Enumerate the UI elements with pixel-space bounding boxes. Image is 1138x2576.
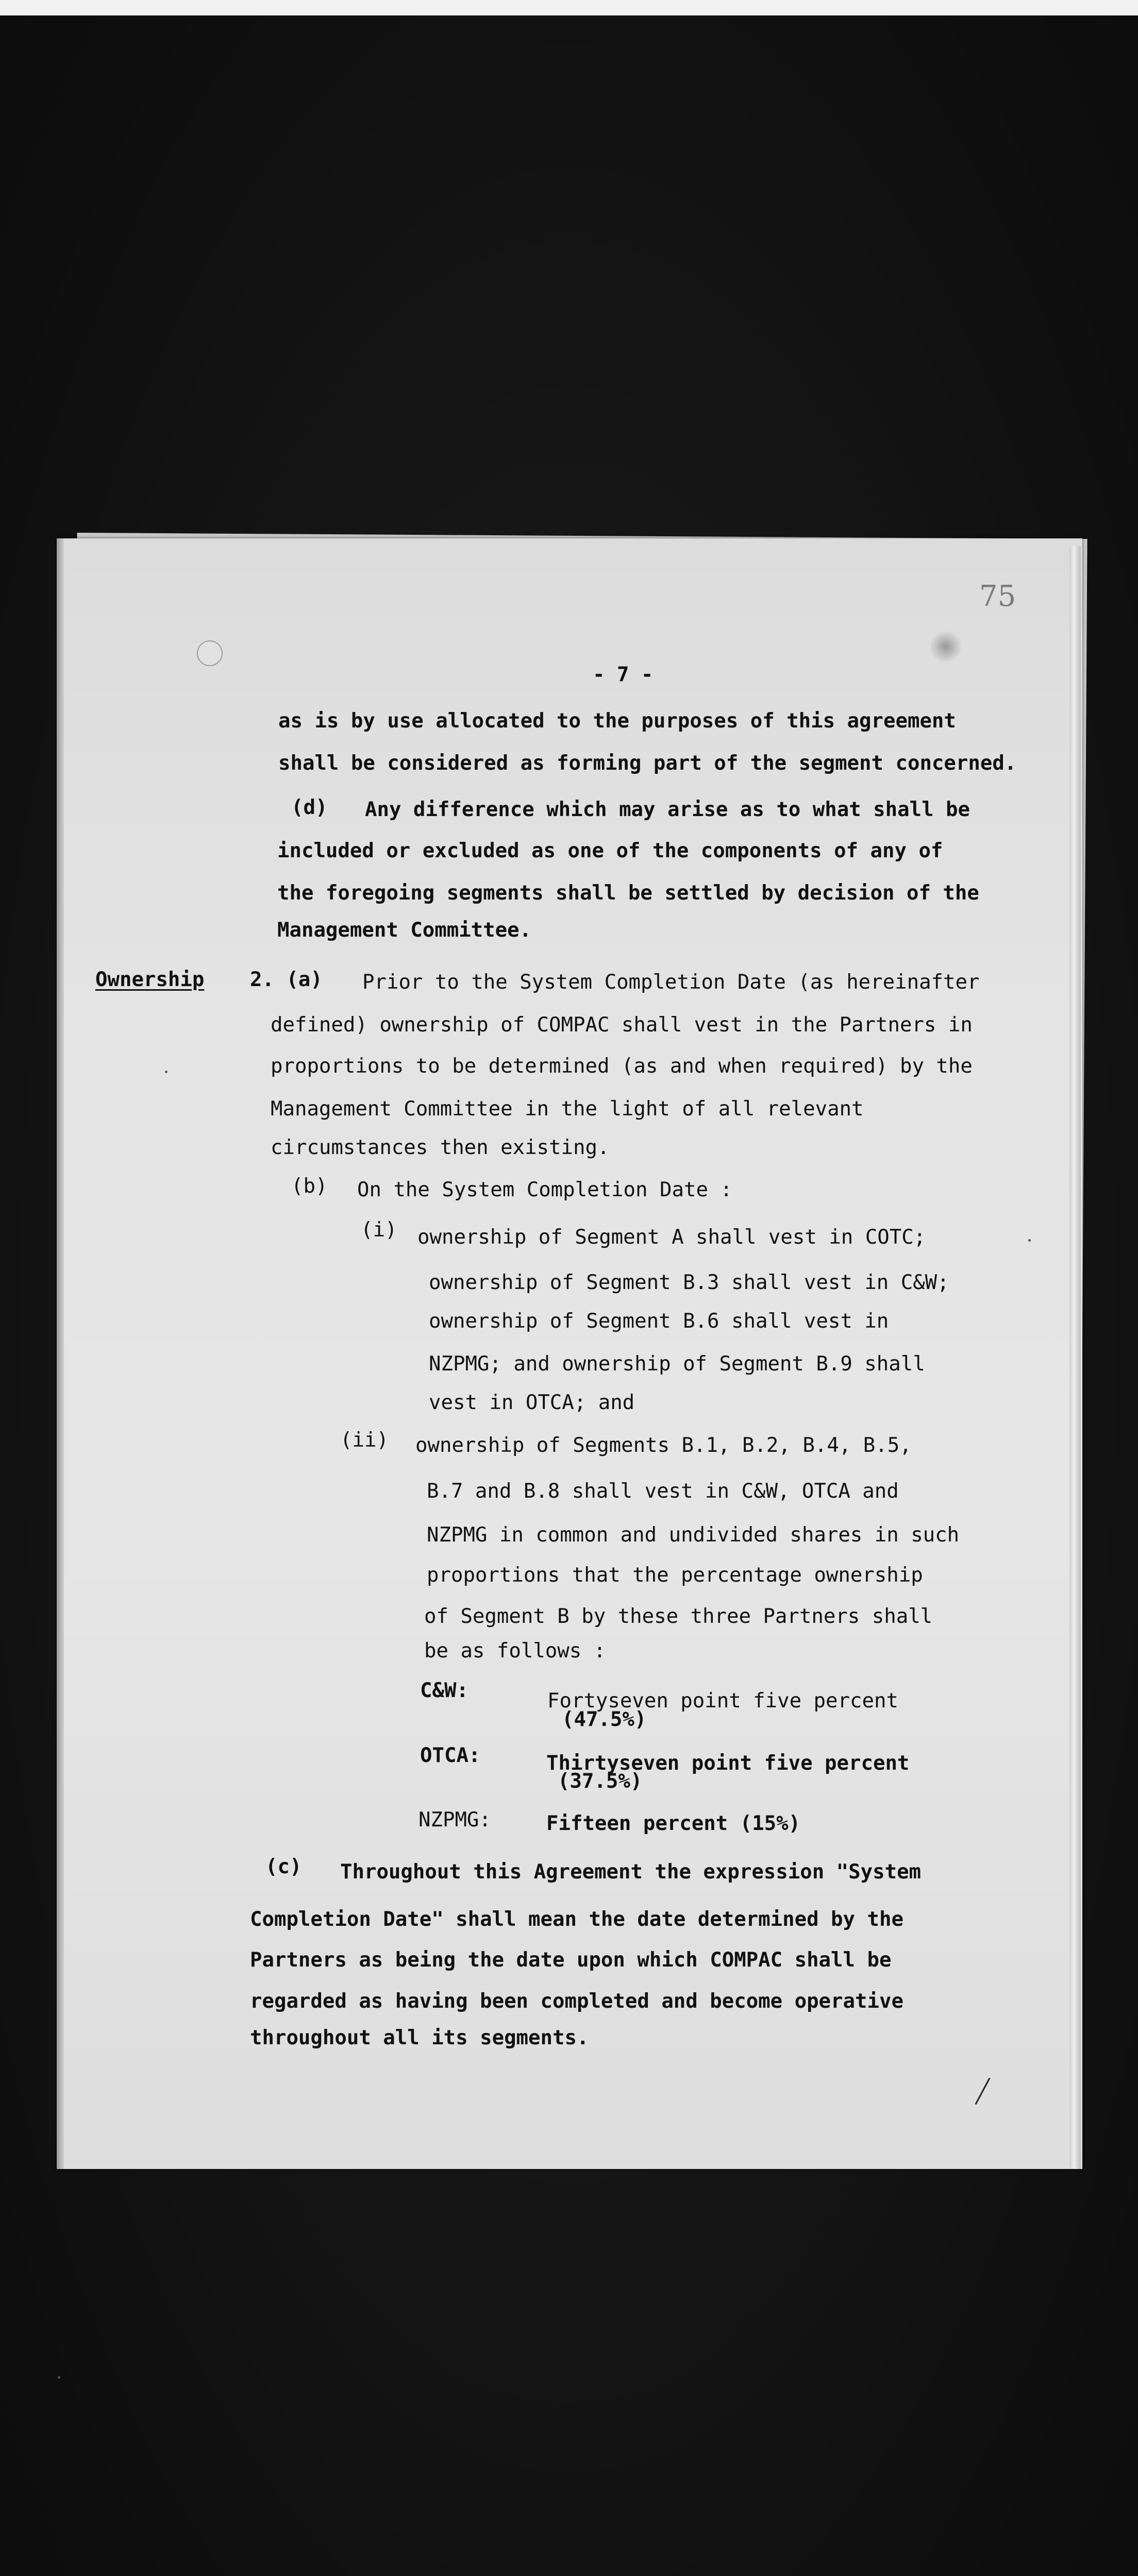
text-line: proportions that the percentage ownership [427, 1564, 923, 1587]
text-line: ownership of Segment B.6 shall vest in [429, 1310, 889, 1333]
clause-label: (b) [291, 1175, 328, 1198]
text-line: B.7 and B.8 shall vest in C&W, OTCA and [427, 1480, 899, 1503]
text-line: as is by use allocated to the purposes of this agreement [278, 709, 956, 733]
speck [165, 1071, 168, 1073]
clause-label: 2. (a) [250, 968, 323, 991]
page-marker: - 7 - [593, 663, 654, 686]
text-line: Prior to the System Completion Date (as hereinafter [362, 971, 980, 994]
text-line: Throughout this Agreement the expression "System [340, 1860, 922, 1884]
text-line: ownership of Segment B.3 shall vest in C&W; [429, 1271, 949, 1294]
text-line: NZPMG; and ownership of Segment B.9 shall [429, 1352, 925, 1376]
share-percent: (47.5%) [562, 1708, 647, 1731]
punch-hole [197, 640, 223, 666]
share-partner: NZPMG: [419, 1808, 491, 1832]
text-line: throughout all its segments. [250, 2026, 589, 2049]
text-line: Any difference which may arise as to what shall be [365, 798, 970, 821]
text-line: circumstances then existing. [271, 1136, 610, 1159]
text-line: ownership of Segment A shall vest in COTC; [417, 1226, 926, 1249]
ink-smudge [930, 631, 961, 662]
top-border [0, 0, 1138, 15]
clause-label: (d) [291, 796, 328, 819]
text-line: ownership of Segments B.1, B.2, B.4, B.5, [415, 1434, 912, 1457]
share-partner: C&W: [420, 1679, 468, 1702]
text-line: Management Committee in the light of all relevant [271, 1097, 864, 1121]
clause-label: (ii) [340, 1429, 389, 1452]
margin-heading-ownership: Ownership [95, 968, 205, 991]
text-line: vest in OTCA; and [429, 1391, 635, 1414]
text-line: Management Committee. [277, 919, 532, 942]
clause-label: (c) [265, 1855, 302, 1878]
text-line: defined) ownership of COMPAC shall vest in the Partners in [271, 1013, 973, 1037]
text-line: NZPMG in common and undivided shares in such [427, 1523, 960, 1547]
share-percent: (37.5%) [558, 1770, 643, 1793]
speck [58, 2376, 60, 2379]
text-line: On the System Completion Date : [357, 1178, 732, 1201]
text-line: Partners as being the date upon which COMPAC shall be [250, 1948, 892, 1972]
text-line: shall be considered as forming part of the segment concerned. [278, 752, 1017, 775]
share-amount: Thirtyseven point five percent [546, 1752, 910, 1775]
page-left-edge [57, 538, 64, 2169]
text-line: the foregoing segments shall be settled by decision of the [277, 882, 979, 905]
share-partner: OTCA: [420, 1744, 481, 1767]
text-line: of Segment B by these three Partners shall [424, 1605, 933, 1628]
text-line: regarded as having been completed and become operative [250, 1990, 903, 2013]
share-amount: Fortyseven point five percent [547, 1689, 898, 1713]
text-line: be as follows : [424, 1639, 606, 1663]
text-line: Completion Date" shall mean the date determined by the [250, 1908, 903, 1931]
speck [1028, 1239, 1031, 1242]
page-stack-edge [1069, 546, 1081, 2169]
share-amount: Fifteen percent (15%) [546, 1812, 801, 1835]
page-stamp-number: 75 [979, 580, 1016, 613]
text-line: proportions to be determined (as and when required) by the [271, 1055, 973, 1078]
text-line: included or excluded as one of the components of any of [277, 839, 943, 862]
clause-label: (i) [361, 1218, 397, 1242]
